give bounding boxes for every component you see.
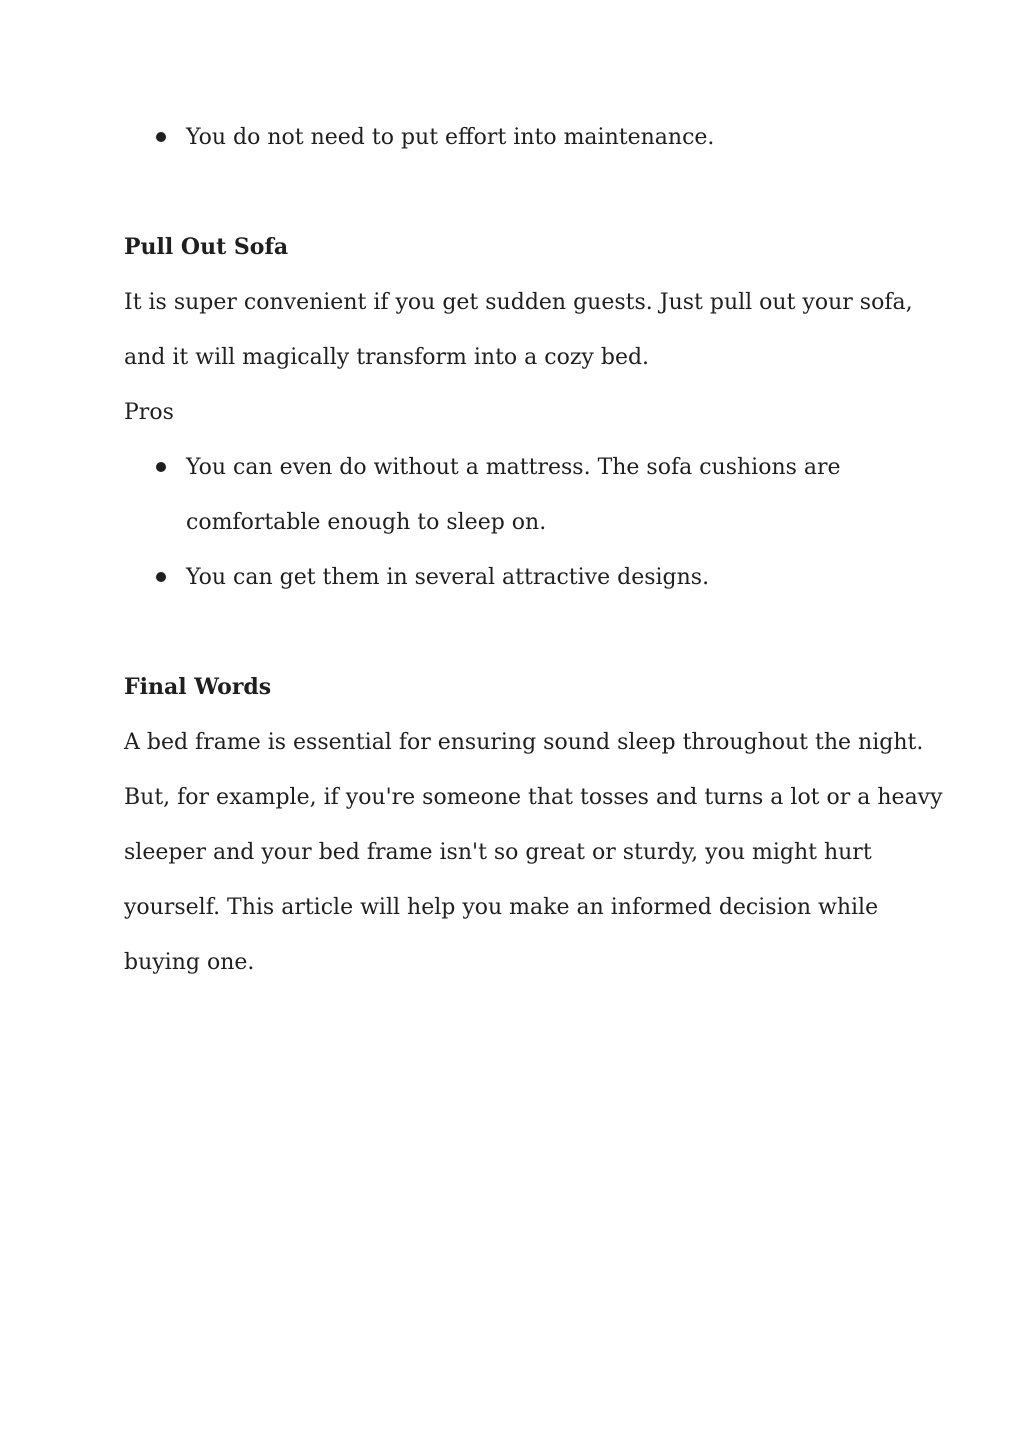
spacer: [124, 165, 904, 220]
section-heading-pull-out-sofa: Pull Out Sofa: [124, 234, 289, 260]
bullet-list-top: [124, 110, 904, 165]
paragraph-line: buying one.: [124, 950, 255, 975]
paragraph-line: sleeper and your bed frame isn't so great or sturdy, you might hurt: [124, 840, 872, 865]
list-item-text: comfortable enough to sleep on.: [186, 510, 547, 535]
paragraph-line: A bed frame is essential for ensuring sound sleep throughout the night.: [124, 730, 924, 755]
paragraph-line: But, for example, if you're someone that tosses and turns a lot or a heavy: [124, 785, 943, 810]
list-item: [124, 550, 904, 605]
section-heading-final-words: Final Words: [124, 674, 272, 700]
list-item-text: You can even do without a mattress. The sofa cushions are: [186, 455, 841, 480]
document-page: [124, 110, 943, 990]
list-item: [124, 440, 904, 550]
bullet-dot-icon: [156, 132, 166, 142]
paragraph-line: It is super convenient if you get sudden guests. Just pull out your sofa,: [124, 290, 913, 315]
paragraph-line: and it will magically transform into a cozy bed.: [124, 345, 650, 370]
pros-label: Pros: [124, 400, 174, 425]
bullet-dot-icon: [156, 462, 166, 472]
list-item-text: You can get them in several attractive designs.: [186, 565, 710, 590]
paragraph-line: yourself. This article will help you make an informed decision while: [124, 895, 879, 920]
list-item: [124, 110, 904, 165]
pros-list: [124, 440, 904, 605]
spacer: [124, 605, 904, 660]
bullet-dot-icon: [156, 572, 166, 582]
list-item-text: You do not need to put effort into maintenance.: [186, 125, 715, 150]
